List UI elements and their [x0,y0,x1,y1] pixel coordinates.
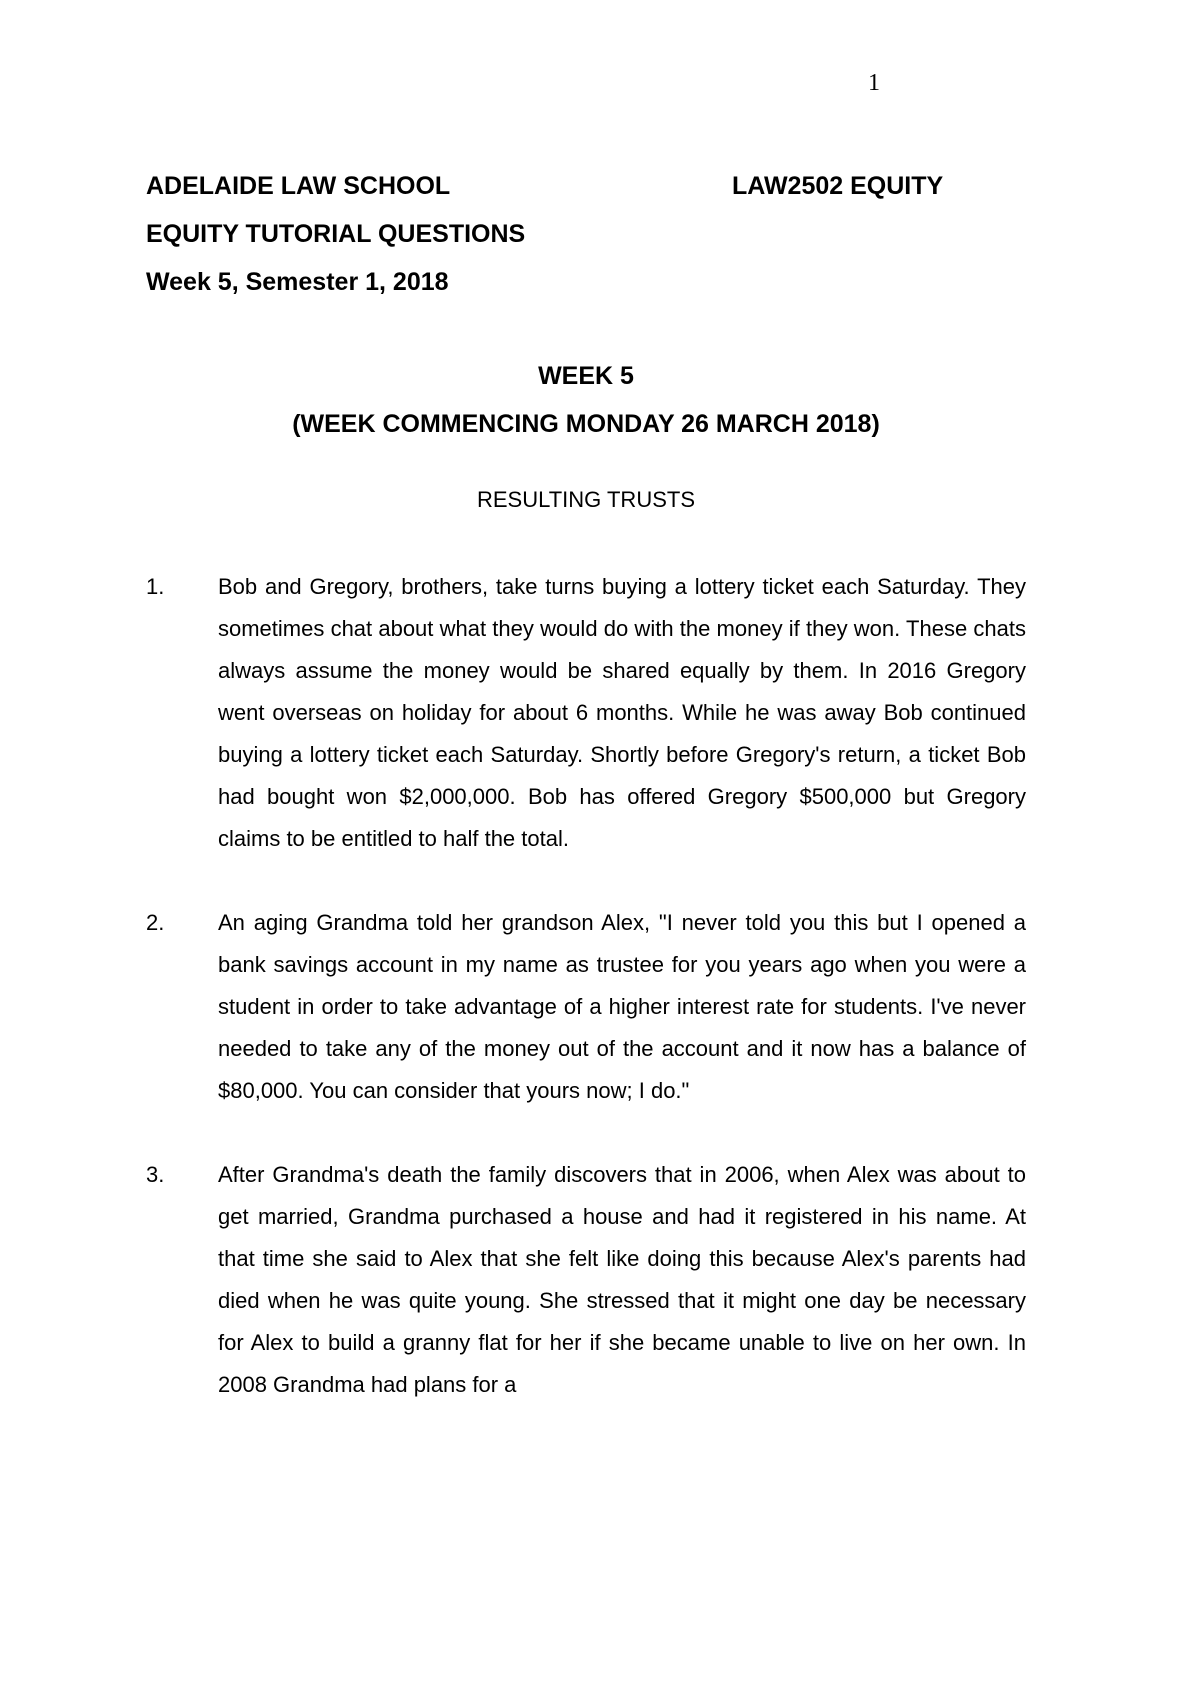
question-list [146,566,1026,1448]
question-item [146,902,1026,1112]
question-text: An aging Grandma told her grandson Alex, "I never told you this but I opened a bank savings account in my name as trustee for you years ago when you were a student in order to take advantage of a higher interest rate for students. I've never needed to take any of the money out of the account and it now has a balance of $80,000. You can consider that yours now; I do." [218,910,1026,1103]
question-number: 2. [146,910,165,935]
week-heading-block [146,352,1026,448]
school-name: ADELAIDE LAW SCHOOL [146,172,451,200]
course-code: LAW2502 EQUITY [732,172,944,200]
term-line: Week 5, Semester 1, 2018 [146,268,449,296]
page-number: 1 [868,70,880,96]
week-title: WEEK 5 [538,362,634,390]
header-first-line [146,162,976,210]
question-text: Bob and Gregory, brothers, take turns buying a lottery ticket each Saturday. They sometimes chat about what they would do with the money if they won. These chats always assume the money would be shared equally by them. In 2016 Gregory went overseas on holiday for about 6 months. While he was away Bob continued buying a lottery ticket each Saturday. Shortly before Gregory's return, a ticket Bob had bought won $2,000,000. Bob has offered Gregory $500,000 but Gregory claims to be entitled to half the total. [218,574,1026,851]
section-heading: RESULTING TRUSTS [477,487,695,512]
week-commencing: (WEEK COMMENCING MONDAY 26 MARCH 2018) [292,410,880,438]
document-header [146,162,976,306]
question-text: After Grandma's death the family discovers that in 2006, when Alex was about to get married, Grandma purchased a house and had it registered in his name. At that time she said to Alex that she felt like doing this because Alex's parents had died when he was quite young. She stressed that it might one day be necessary for Alex to build a granny flat for her if she became unable to live on her own. In 2008 Grandma had plans for a [218,1162,1026,1397]
question-number: 1. [146,574,165,599]
question-item [146,1154,1026,1406]
question-item [146,566,1026,860]
question-number: 3. [146,1162,165,1187]
document-subtitle: EQUITY TUTORIAL QUESTIONS [146,220,526,248]
